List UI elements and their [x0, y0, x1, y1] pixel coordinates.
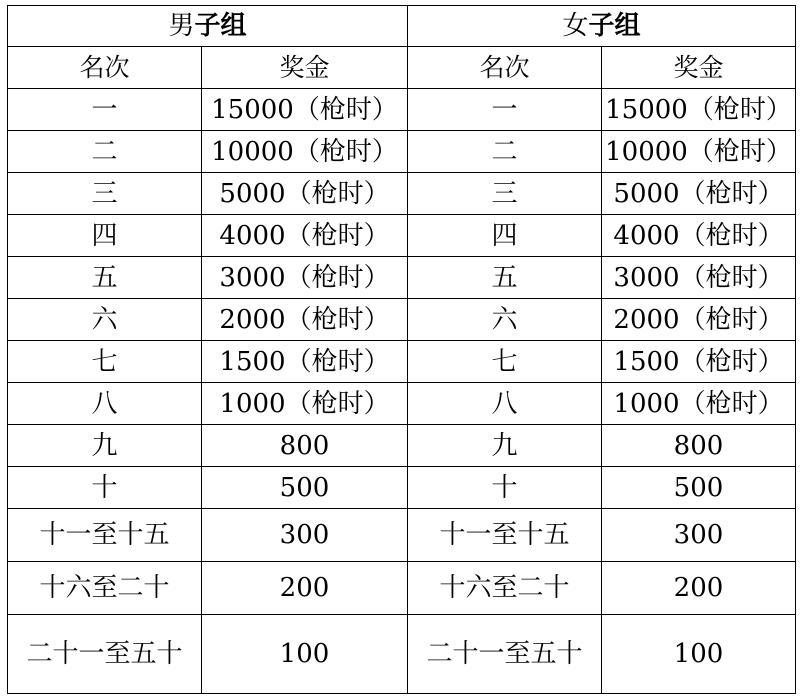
- table-row: [8, 425, 796, 467]
- women-prize-cell: 2000（枪时）: [602, 299, 796, 341]
- women-prize-cell: 300: [602, 509, 796, 562]
- table-row: [8, 341, 796, 383]
- women-rank-cell: 四: [408, 215, 602, 257]
- men-rank-cell: 八: [8, 383, 202, 425]
- women-prize-cell: 800: [602, 425, 796, 467]
- men-rank-cell: 四: [8, 215, 202, 257]
- table-row: [8, 383, 796, 425]
- men-prize-header: 奖金: [202, 47, 408, 89]
- women-rank-cell: 六: [408, 299, 602, 341]
- men-prize-cell: 10000（枪时）: [202, 131, 408, 173]
- men-rank-cell: 十六至二十: [8, 562, 202, 615]
- men-prize-cell: 300: [202, 509, 408, 562]
- table-row: [8, 131, 796, 173]
- women-prize-cell: 1500（枪时）: [602, 341, 796, 383]
- women-prize-cell: 500: [602, 467, 796, 509]
- column-header-row: [8, 47, 796, 89]
- women-rank-cell: 一: [408, 89, 602, 131]
- women-rank-header: 名次: [408, 47, 602, 89]
- women-prize-cell: 10000（枪时）: [602, 131, 796, 173]
- men-prize-cell: 15000（枪时）: [202, 89, 408, 131]
- men-rank-cell: 九: [8, 425, 202, 467]
- men-prize-cell: 800: [202, 425, 408, 467]
- men-rank-header: 名次: [8, 47, 202, 89]
- women-rank-cell: 三: [408, 173, 602, 215]
- women-group-title: [408, 6, 796, 47]
- women-prize-cell: 3000（枪时）: [602, 257, 796, 299]
- men-prize-cell: 2000（枪时）: [202, 299, 408, 341]
- women-rank-cell: 二十一至五十: [408, 615, 602, 694]
- men-prize-cell: 3000（枪时）: [202, 257, 408, 299]
- men-rank-cell: 一: [8, 89, 202, 131]
- men-rank-cell: 十一至十五: [8, 509, 202, 562]
- women-rank-cell: 十六至二十: [408, 562, 602, 615]
- men-group-title: [8, 6, 408, 47]
- men-prize-cell: 500: [202, 467, 408, 509]
- women-title-prefix: 女: [562, 11, 589, 41]
- women-rank-cell: 八: [408, 383, 602, 425]
- men-prize-cell: 4000（枪时）: [202, 215, 408, 257]
- table-row: [8, 467, 796, 509]
- women-title-rest: 子组: [588, 11, 641, 41]
- women-prize-cell: 15000（枪时）: [602, 89, 796, 131]
- men-rank-cell: 三: [8, 173, 202, 215]
- table-row: [8, 562, 796, 615]
- women-prize-cell: 1000（枪时）: [602, 383, 796, 425]
- men-rank-cell: 六: [8, 299, 202, 341]
- men-prize-cell: 1000（枪时）: [202, 383, 408, 425]
- men-title-rest: 子组: [194, 11, 247, 41]
- men-prize-cell: 200: [202, 562, 408, 615]
- women-rank-cell: 十一至十五: [408, 509, 602, 562]
- men-title-prefix: 男: [168, 11, 195, 41]
- men-prize-cell: 1500（枪时）: [202, 341, 408, 383]
- men-rank-cell: 二十一至五十: [8, 615, 202, 694]
- women-prize-cell: 200: [602, 562, 796, 615]
- prize-table: [7, 5, 796, 694]
- women-prize-cell: 5000（枪时）: [602, 173, 796, 215]
- group-header-row: [8, 6, 796, 47]
- table-row: [8, 89, 796, 131]
- men-prize-cell: 100: [202, 615, 408, 694]
- women-rank-cell: 十: [408, 467, 602, 509]
- women-rank-cell: 七: [408, 341, 602, 383]
- men-rank-cell: 五: [8, 257, 202, 299]
- table-row: [8, 509, 796, 562]
- men-rank-cell: 二: [8, 131, 202, 173]
- table-row: [8, 615, 796, 694]
- men-rank-cell: 十: [8, 467, 202, 509]
- table-row: [8, 215, 796, 257]
- women-rank-cell: 二: [408, 131, 602, 173]
- women-rank-cell: 五: [408, 257, 602, 299]
- men-prize-cell: 5000（枪时）: [202, 173, 408, 215]
- table-row: [8, 299, 796, 341]
- women-prize-cell: 4000（枪时）: [602, 215, 796, 257]
- men-rank-cell: 七: [8, 341, 202, 383]
- women-rank-cell: 九: [408, 425, 602, 467]
- women-prize-header: 奖金: [602, 47, 796, 89]
- table-row: [8, 257, 796, 299]
- table-row: [8, 173, 796, 215]
- women-prize-cell: 100: [602, 615, 796, 694]
